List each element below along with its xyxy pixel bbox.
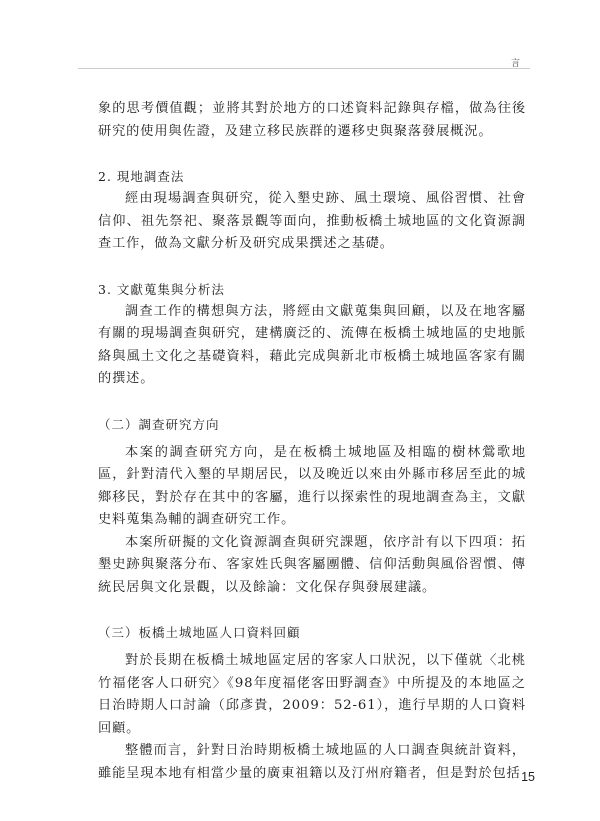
continuation-paragraph: 象的思考價值觀；並將其對於地方的口述資料記錄與存檔，做為往後研究的使用與佐證，及建立移民族群的遷移史與聚落發展概況。 [98,101,526,139]
part-3-heading: （三）板橋土城地區人口資料回顧 [98,625,301,640]
page-number: 15 [521,770,535,784]
part-3-paragraph-2: 整體而言，針對日治時期板橋土城地區的人口調查與統計資料，雖能呈現本地有相當少量的廣東祖籍以及汀州府籍者，但是對於包括 [98,743,526,781]
running-header: 言 [510,59,520,69]
spacer [98,599,526,622]
part-3-paragraph-1: 對於長期在板橋土城地區定居的客家人口狀況，以下僅就〈北桃竹福佬客人口研究〉《98年度福佬客田野調查》中所提及的本地區之日治時期人口討論（邱彥貴，2009：52-61），進行早期的人口資料回顧。 [98,653,526,736]
spacer [98,143,526,166]
spacer [98,256,526,279]
part-2-paragraph-1: 本案的調查研究方向，是在板橋土城地區及相臨的樹林鶯歌地區，針對清代入墾的早期居民，以及晚近以來由外縣市移居至此的城鄉移民，對於存在其中的客屬，進行以探索性的現地調查為主，文獻史料蒐集為輔的調查研究工作。 [98,444,526,527]
part-2-heading: （二）調查研究方向 [98,416,220,432]
section-2-heading: 2. 現地調查法 [98,169,185,184]
section-3-paragraph: 調查工作的構想與方法，將經由文獻蒐集與回顧，以及在地客屬有關的現場調查與研究，建構廣泛的、流傳在板橋土城地區的史地脈絡與風土文化之基礎資料，藉此完成與新北市板橋土城地區客家有關的撰述。 [98,303,526,386]
spacer [98,391,526,414]
section-3-heading: 3. 文獻蒐集與分析法 [98,281,225,297]
page-body [98,98,526,785]
section-2-paragraph: 經由現場調查與研究，從入墾史跡、風土環境、風俗習慣、社會信仰、祖先祭祀、聚落景觀等面向，推動板橋土城地區的文化資源調查工作，做為文獻分析及研究成果撰述之基礎。 [98,191,526,251]
part-2-paragraph-2: 本案所研擬的文化資源調查與研究課題，依序計有以下四項：拓墾史跡與聚落分布、客家姓氏與客屬團體、信仰活動與風俗習慣、傳統民居與文化景觀，以及餘論：文化保存與發展建議。 [98,534,526,595]
header-rule [78,68,530,69]
